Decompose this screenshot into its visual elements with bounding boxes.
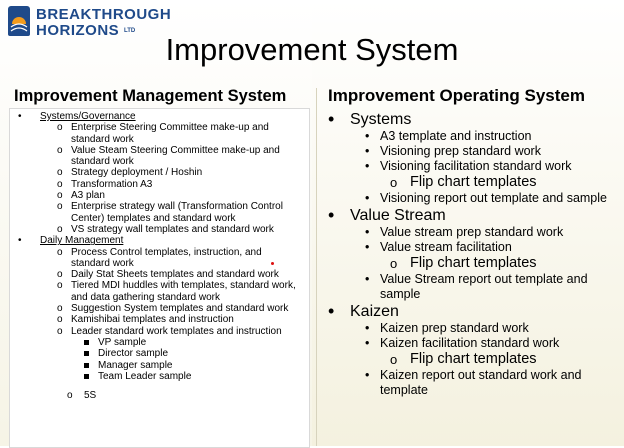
right-item-text: Kaizen report out standard work and template	[380, 368, 582, 397]
left-list-item	[10, 167, 309, 178]
right-list-item	[322, 272, 622, 302]
left-list-item	[10, 224, 309, 235]
left-list-item	[10, 280, 309, 303]
right-item-text: A3 template and instruction	[380, 129, 532, 143]
right-section-item	[322, 302, 622, 321]
right-list-item	[322, 159, 622, 174]
page-title: Improvement System	[165, 32, 459, 67]
square-bullet-icon	[84, 351, 89, 356]
hollow-bullet-icon: o	[57, 325, 63, 337]
right-sub-item	[322, 255, 622, 272]
left-item-text: 5S	[84, 390, 97, 402]
left-item-text: Kamishibai templates and instruction	[71, 314, 234, 326]
hollow-bullet-icon: o	[57, 303, 63, 315]
right-section-item	[322, 206, 622, 225]
bullet-icon: •	[365, 144, 370, 158]
bullet-icon: •	[18, 111, 22, 122]
right-item-text: Visioning facilitation standard work	[380, 159, 572, 173]
bullet-icon: •	[328, 205, 335, 225]
left-item-text: Enterprise strategy wall (Transformation Control Center) templates and standard work	[71, 201, 283, 224]
right-list-item	[322, 336, 622, 351]
left-list-item	[10, 201, 309, 224]
square-bullet-icon	[84, 374, 89, 379]
left-list-item	[10, 314, 309, 325]
right-column-heading: Improvement Operating System	[328, 86, 585, 105]
right-sub-item	[322, 351, 622, 368]
right-item-text: Visioning report out template and sample	[380, 191, 607, 205]
right-section-label: Value Stream	[350, 207, 446, 224]
hollow-bullet-icon: o	[57, 122, 63, 134]
right-sub-item-text: Flip chart templates	[410, 255, 537, 271]
left-list-item	[10, 326, 309, 337]
left-list-item	[10, 269, 309, 280]
right-sub-item-text: Flip chart templates	[410, 351, 537, 367]
left-section-item	[10, 111, 309, 122]
left-sub-item	[10, 371, 309, 382]
left-column-heading: Improvement Management System	[14, 87, 287, 105]
hollow-bullet-icon: o	[67, 390, 73, 402]
right-list-item	[322, 240, 622, 255]
logo-ltd: LTD	[124, 28, 136, 34]
right-section-label: Kaizen	[350, 303, 399, 320]
right-item-text: Value Stream report out template and sample	[380, 272, 588, 301]
hollow-bullet-icon: o	[57, 167, 63, 179]
right-list-item	[322, 144, 622, 159]
left-list-item	[10, 303, 309, 314]
logo-text-line2: HORIZONS	[36, 22, 120, 39]
right-list-item	[322, 321, 622, 336]
bullet-icon: •	[365, 225, 370, 239]
logo-text-line1: BREAKTHROUGH	[36, 6, 172, 23]
right-list-item	[322, 191, 622, 206]
bullet-icon: •	[328, 301, 335, 321]
hollow-bullet-icon: o	[57, 314, 63, 326]
left-sub-item-text: VP sample	[98, 336, 147, 348]
right-sub-item-text: Flip chart templates	[410, 174, 537, 190]
column-divider	[316, 88, 317, 446]
left-item-text: Daily Stat Sheets templates and standard work	[71, 269, 279, 281]
right-item-text: Value stream facilitation	[380, 240, 512, 254]
hollow-bullet-icon: o	[57, 223, 63, 235]
hollow-bullet-icon: o	[57, 178, 63, 190]
right-sub-item	[322, 174, 622, 191]
hollow-bullet-icon: o	[57, 246, 63, 258]
left-list-item	[10, 190, 309, 201]
left-section-label: Daily Management	[40, 235, 124, 247]
left-item-text: Leader standard work templates and instruction	[71, 325, 282, 337]
left-item-text: Strategy deployment / Hoshin	[71, 167, 203, 179]
left-list-item	[10, 145, 309, 168]
right-section-label: Systems	[350, 111, 412, 128]
left-item-text: Enterprise Steering Committee make-up and standard work	[71, 122, 269, 145]
right-list-item	[322, 368, 622, 398]
left-item-text: A3 plan	[71, 190, 105, 202]
left-item-text: Tiered MDI huddles with templates, standard work, and data gathering standard work	[71, 280, 296, 303]
left-list-item	[10, 179, 309, 190]
hollow-bullet-icon: o	[57, 144, 63, 156]
bullet-icon: •	[365, 368, 370, 382]
bullet-icon: •	[365, 159, 370, 173]
right-outline-list	[322, 110, 622, 398]
left-sub-item-text: Director sample	[98, 348, 169, 360]
right-item-text: Kaizen prep standard work	[380, 321, 529, 335]
bullet-icon: •	[365, 336, 370, 350]
left-item-text: Transformation A3	[71, 178, 153, 190]
bullet-icon: •	[365, 272, 370, 286]
bullet-icon: •	[365, 321, 370, 335]
right-list-item	[322, 225, 622, 240]
right-list-item	[322, 129, 622, 144]
hollow-bullet-icon: o	[390, 256, 398, 271]
bullet-icon: •	[365, 129, 370, 143]
bullet-icon: •	[365, 240, 370, 254]
left-sub-item	[10, 360, 309, 371]
left-sub-item	[10, 348, 309, 359]
left-section-item	[10, 235, 309, 246]
square-bullet-icon	[84, 340, 89, 345]
right-section-item	[322, 110, 622, 129]
left-sub-item-text: Manager sample	[98, 359, 173, 371]
bullet-icon: •	[365, 191, 370, 205]
left-content-box	[9, 108, 310, 448]
right-item-text: Kaizen facilitation standard work	[380, 336, 560, 350]
right-item-text: Visioning prep standard work	[380, 144, 541, 158]
bullet-icon: •	[18, 235, 22, 247]
square-bullet-icon	[84, 363, 89, 368]
right-item-text: Value stream prep standard work	[380, 225, 564, 239]
hollow-bullet-icon: o	[390, 352, 398, 367]
left-item-text: Process Control templates, instruction, and standard work	[71, 246, 262, 269]
left-list-item	[10, 390, 309, 401]
left-item-text: VS strategy wall templates and standard work	[71, 223, 274, 235]
left-sub-item	[10, 337, 309, 348]
left-sub-item-text: Team Leader sample	[98, 370, 192, 382]
left-item-text: Suggestion System templates and standard work	[71, 303, 289, 315]
hollow-bullet-icon: o	[57, 280, 63, 292]
left-item-text: Value Steam Steering Committee make-up and standard work	[71, 144, 280, 168]
stray-red-dot	[271, 262, 274, 265]
hollow-bullet-icon: o	[57, 269, 63, 281]
left-list-item	[10, 122, 309, 145]
bullet-icon: •	[328, 109, 335, 129]
left-section-label: Systems/Governance	[40, 111, 136, 122]
left-list-item	[10, 247, 309, 270]
hollow-bullet-icon: o	[57, 190, 63, 202]
hollow-bullet-icon: o	[390, 175, 398, 190]
hollow-bullet-icon: o	[57, 201, 63, 213]
left-outline-list	[10, 111, 309, 401]
